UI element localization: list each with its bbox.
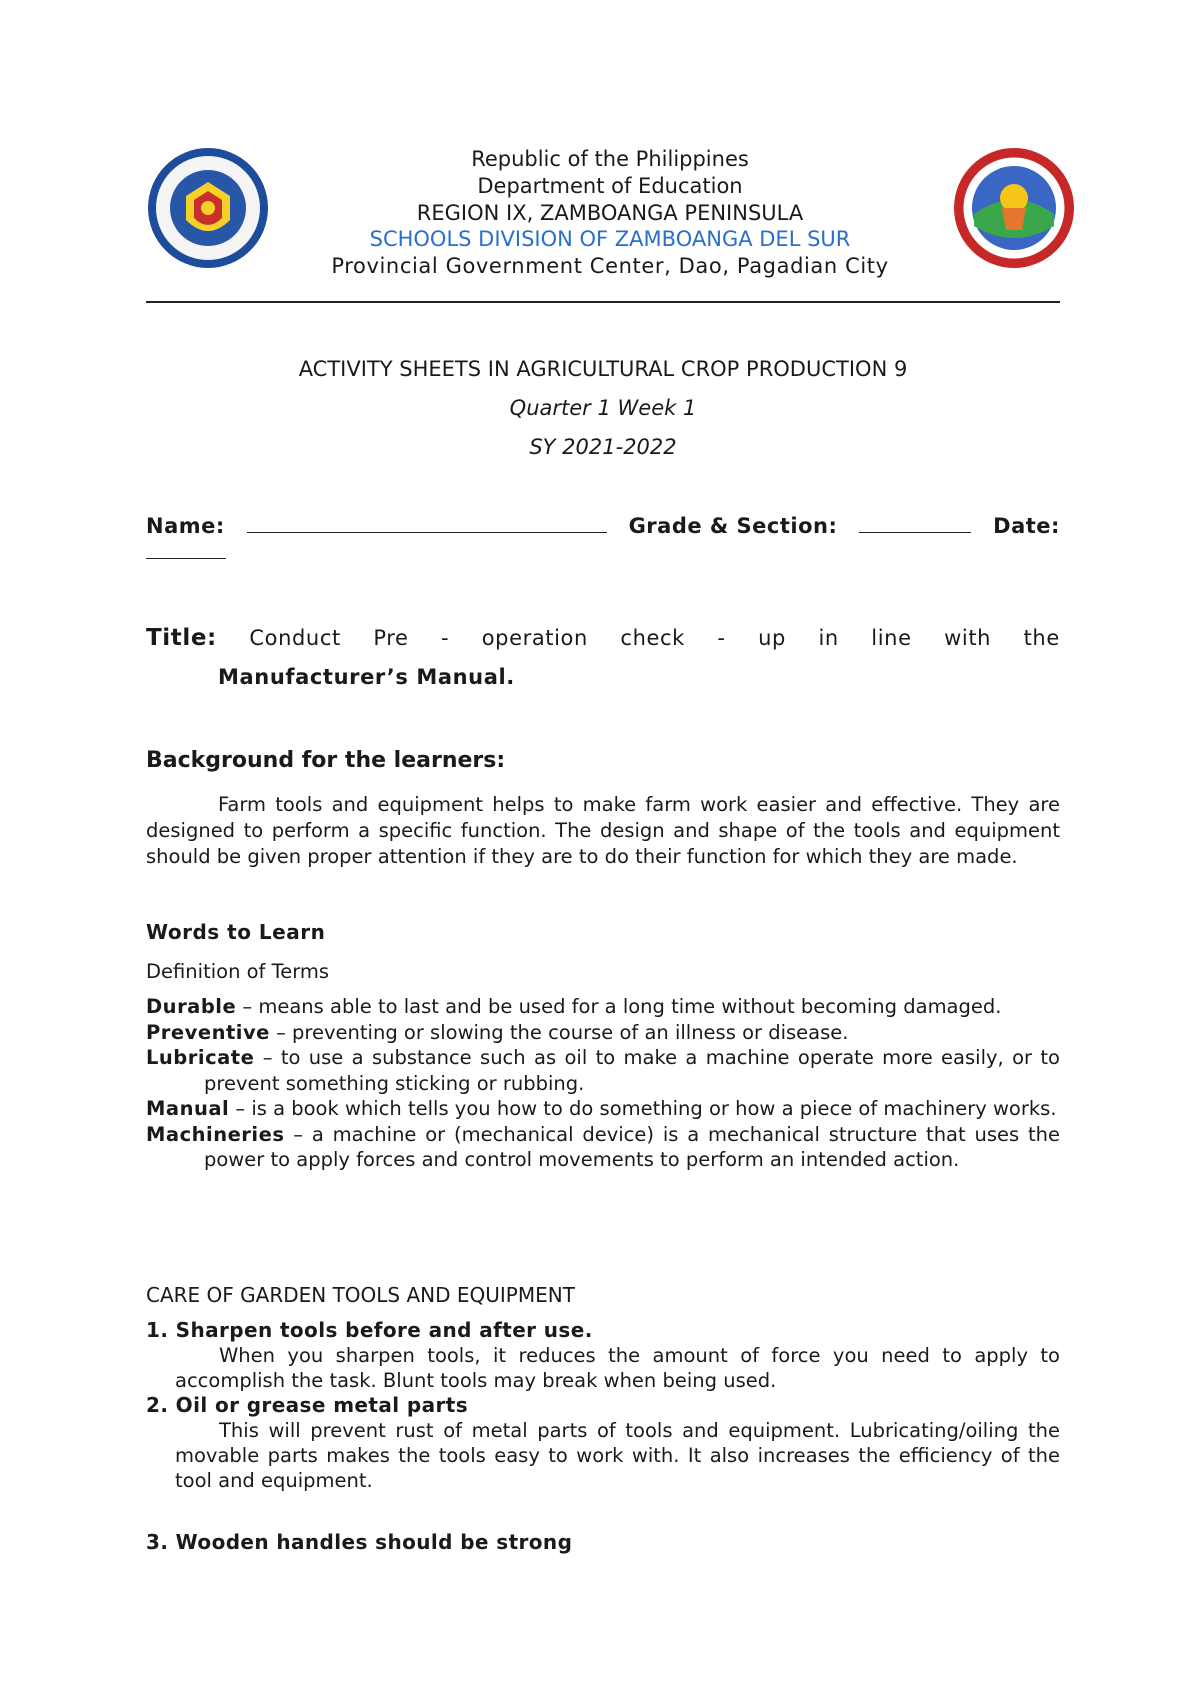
words-to-learn-heading: Words to Learn [146, 920, 326, 944]
name-label: Name: [146, 514, 225, 538]
definition-item [146, 994, 1060, 1020]
term-definition: – to use a substance such as oil to make a machine operate more easily, or to prevent something sticking or rubbing. [204, 1046, 1060, 1095]
grade-section-field[interactable] [859, 512, 971, 533]
title-word: - [717, 626, 726, 650]
title-line-2: Manufacturer’s Manual. [218, 665, 515, 689]
header-region: REGION IX, ZAMBOANGA PENINSULA [416, 201, 804, 225]
title-word: check [620, 626, 685, 650]
header-department: Department of Education [477, 174, 743, 198]
term: Preventive [146, 1020, 270, 1044]
term-definition: – is a book which tells you how to do something or how a piece of machinery works. [229, 1097, 1057, 1120]
title-line-1 [146, 625, 1060, 651]
student-info-row [146, 512, 1060, 538]
definitions-list [146, 994, 1060, 1173]
lesson-title [146, 625, 1060, 689]
term-definition: – a machine or (mechanical device) is a mechanical structure that uses the power to apply forces and control movements to perform an intended action. [204, 1122, 1060, 1171]
title-word: Pre [373, 626, 409, 650]
header-divider [146, 301, 1060, 303]
definition-item [146, 1045, 1060, 1096]
header-address: Provincial Government Center, Dao, Pagadian City [331, 254, 889, 278]
care-item-title: 3. Wooden handles should be strong [146, 1530, 573, 1554]
name-field[interactable] [247, 512, 607, 533]
grade-section-label: Grade & Section: [628, 514, 838, 538]
care-item-paragraph: When you sharpen tools, it reduces the amount of force you need to apply to accomplish the task. Blunt tools may break when being used. [175, 1344, 1060, 1392]
deped-seal-icon [146, 146, 270, 270]
care-item-title: 2. Oil or grease metal parts [146, 1393, 469, 1417]
title-word: - [441, 626, 450, 650]
definition-item [146, 1020, 1060, 1046]
term: Manual [146, 1097, 230, 1120]
school-year: SY 2021-2022 [529, 435, 677, 459]
definition-item [146, 1122, 1060, 1173]
background-heading: Background for the learners: [146, 748, 506, 773]
care-heading: CARE OF GARDEN TOOLS AND EQUIPMENT [146, 1283, 575, 1307]
care-item-text [146, 1343, 1060, 1393]
title-word: in [818, 626, 839, 650]
term-definition: – means able to last and be used for a long time without becoming damaged. [236, 995, 1002, 1018]
document-header [300, 146, 920, 280]
term: Lubricate [146, 1046, 255, 1069]
definition-of-terms-heading: Definition of Terms [146, 960, 330, 983]
term: Machineries [146, 1122, 285, 1146]
care-list [146, 1318, 1060, 1493]
date-field[interactable] [146, 558, 226, 559]
term: Durable [146, 995, 237, 1018]
quarter-week: Quarter 1 Week 1 [509, 396, 697, 420]
title-word: the [1023, 626, 1060, 650]
title-label: Title: [146, 625, 217, 651]
background-paragraph: Farm tools and equipment helps to make farm work easier and effective. They are designed to perform a specific function. The design and shape of the tools and equipment should be given proper attention if they are to do their function for which they are made. [146, 793, 1060, 868]
care-item-paragraph: This will prevent rust of metal parts of tools and equipment. Lubricating/oiling the movable parts makes the tools easy to work with. It also increases the efficiency of the tool and equipment. [175, 1419, 1060, 1492]
activity-title: ACTIVITY SHEETS IN AGRICULTURAL CROP PRODUCTION 9 [298, 357, 908, 381]
division-seal-icon [952, 146, 1076, 270]
title-word: line [871, 626, 912, 650]
term-definition: – preventing or slowing the course of an illness or disease. [269, 1020, 849, 1044]
title-word: up [758, 626, 786, 650]
header-republic: Republic of the Philippines [471, 147, 749, 171]
date-label: Date: [993, 514, 1060, 538]
definition-item [146, 1096, 1060, 1122]
care-item-text [146, 1418, 1060, 1493]
title-word: Conduct [249, 626, 341, 650]
care-item-title: 1. Sharpen tools before and after use. [146, 1318, 593, 1342]
title-word: operation [481, 626, 588, 650]
header-division: SCHOOLS DIVISION OF ZAMBOANGA DEL SUR [369, 227, 851, 251]
title-word: with [944, 626, 992, 650]
